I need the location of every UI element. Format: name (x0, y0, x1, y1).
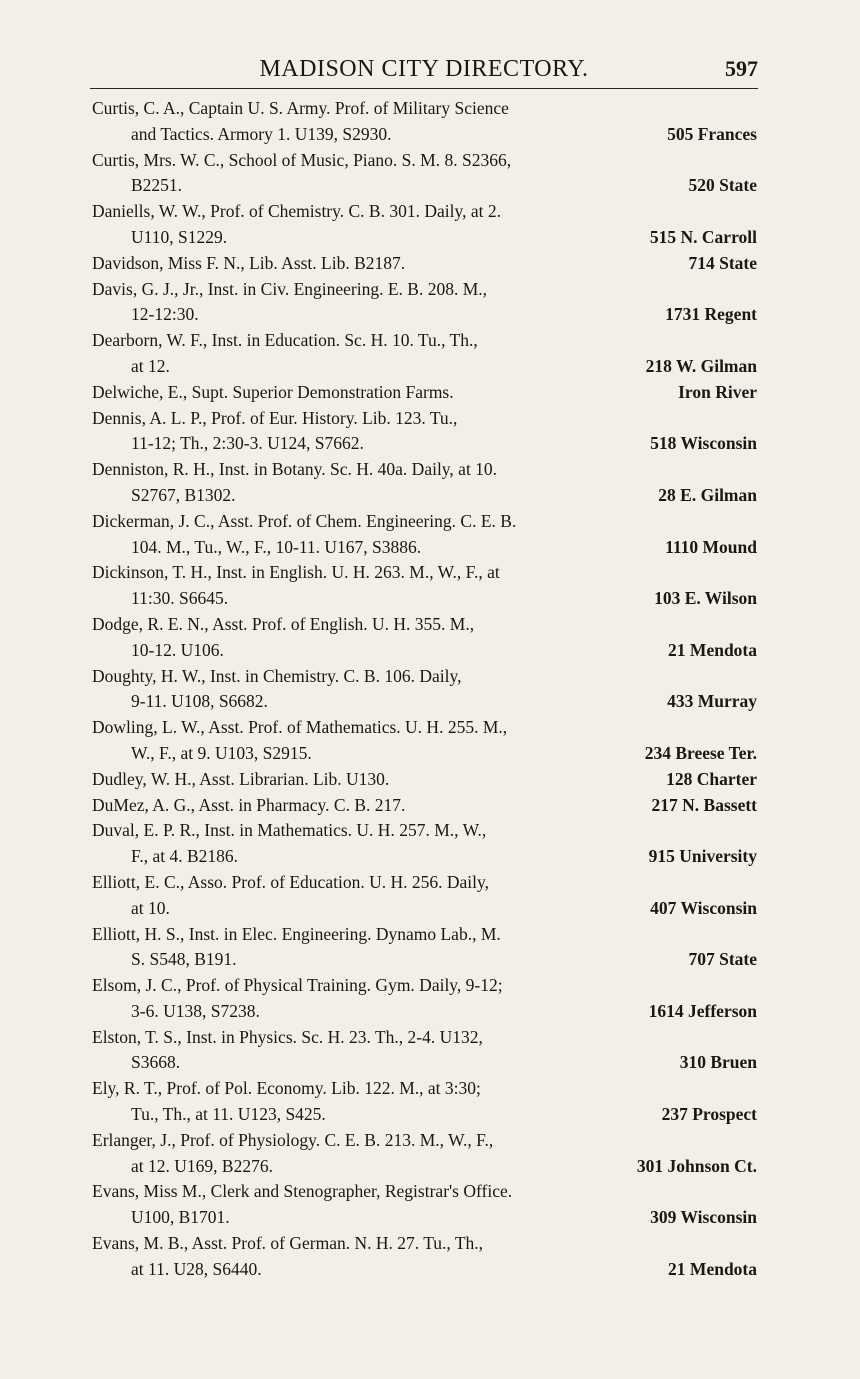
entry-line (0, 664, 860, 690)
entry-address: 915 University (648, 846, 757, 867)
entry-continuation-line (0, 1102, 860, 1128)
entry-line (0, 380, 860, 406)
entry-text: Tu., Th., at 11. U123, S425. (131, 1104, 326, 1125)
entry-text: U110, S1229. (131, 226, 228, 247)
entry-text: W., F., at 9. U103, S2915. (131, 742, 312, 763)
entry-text: 11-12; Th., 2:30-3. U124, S7662. (131, 433, 364, 454)
entry-continuation-line (0, 122, 860, 148)
entry-line (0, 818, 860, 844)
entry-continuation-line (0, 302, 860, 328)
entry-text: Dennis, A. L. P., Prof. of Eur. History. Lib. 123. Tu., (92, 407, 458, 428)
entry-text: Davidson, Miss F. N., Lib. Asst. Lib. B2187. (92, 252, 406, 273)
entry-text: 3-6. U138, S7238. (131, 1000, 260, 1021)
entry-continuation-line (0, 844, 860, 870)
entry-address: 1110 Mound (665, 536, 757, 557)
entry-continuation-line (0, 1205, 860, 1231)
entry-continuation-line (0, 1154, 860, 1180)
entry-address: 407 Wisconsin (650, 897, 757, 918)
entry-text: F., at 4. B2186. (131, 846, 239, 867)
entry-address: 234 Breese Ter. (644, 742, 757, 763)
entry-continuation-line (0, 999, 860, 1025)
entry-continuation-line (0, 741, 860, 767)
entry-address: 21 Mendota (668, 1258, 757, 1279)
entry-text: Davis, G. J., Jr., Inst. in Civ. Engineering. E. B. 208. M., (92, 278, 488, 299)
entry-text: Dudley, W. H., Asst. Librarian. Lib. U130. (92, 768, 390, 789)
entry-address: 707 State (688, 949, 757, 970)
entry-line (0, 1128, 860, 1154)
entry-address: 433 Murray (667, 691, 757, 712)
entry-text: U100, B1701. (131, 1207, 230, 1228)
entry-text: Elston, T. S., Inst. in Physics. Sc. H. 23. Th., 2-4. U132, (92, 1026, 483, 1047)
entry-text: 104. M., Tu., W., F., 10-11. U167, S3886. (131, 536, 422, 557)
entry-text: at 12. U169, B2276. (131, 1155, 273, 1176)
entry-text: Ely, R. T., Prof. of Pol. Economy. Lib. 122. M., at 3:30; (92, 1078, 481, 1099)
entry-address: 515 N. Carroll (649, 226, 757, 247)
entry-address: 301 Johnson Ct. (636, 1155, 757, 1176)
entry-line (0, 612, 860, 638)
entry-continuation-line (0, 1050, 860, 1076)
entry-text: Elsom, J. C., Prof. of Physical Training. Gym. Daily, 9-12; (92, 975, 503, 996)
entry-address: Iron River (678, 381, 757, 402)
entry-address: 237 Prospect (661, 1104, 757, 1125)
entry-address: 309 Wisconsin (650, 1207, 757, 1228)
entry-line (0, 509, 860, 535)
entry-line (0, 457, 860, 483)
entry-line (0, 1231, 860, 1257)
entry-continuation-line (0, 638, 860, 664)
page-title: MADISON CITY DIRECTORY. (259, 56, 589, 82)
entry-text: 11:30. S6645. (131, 588, 229, 609)
page-header (90, 56, 758, 86)
entry-address: 128 Charter (666, 768, 757, 789)
entry-text: and Tactics. Armory 1. U139, S2930. (131, 123, 392, 144)
entry-address: 28 E. Gilman (658, 484, 757, 505)
entry-address: 21 Mendota (668, 639, 757, 660)
entry-line (0, 277, 860, 303)
entry-text: Denniston, R. H., Inst. in Botany. Sc. H. 40a. Daily, at 10. (92, 459, 498, 480)
entry-address: 714 State (688, 252, 757, 273)
entry-address: 520 State (688, 175, 757, 196)
entry-text: Dearborn, W. F., Inst. in Education. Sc. H. 10. Tu., Th., (92, 330, 478, 351)
entry-line (0, 973, 860, 999)
entry-continuation-line (0, 689, 860, 715)
entry-text: at 12. (131, 355, 170, 376)
entry-continuation-line (0, 354, 860, 380)
entry-text: Curtis, Mrs. W. C., School of Music, Piano. S. M. 8. S2366, (92, 149, 512, 170)
entry-continuation-line (0, 431, 860, 457)
entry-text: Elliott, E. C., Asso. Prof. of Education. U. H. 256. Daily, (92, 871, 489, 892)
entry-continuation-line (0, 586, 860, 612)
entry-text: at 10. (131, 897, 170, 918)
entry-line (0, 96, 860, 122)
entry-text: 12-12:30. (131, 304, 199, 325)
entry-line (0, 767, 860, 793)
entry-text: Evans, Miss M., Clerk and Stenographer, Registrar's Office. (92, 1181, 513, 1202)
entry-continuation-line (0, 947, 860, 973)
entry-address: 217 N. Bassett (651, 794, 757, 815)
entry-line (0, 1076, 860, 1102)
entry-text: Doughty, H. W., Inst. in Chemistry. C. B. 106. Daily, (92, 665, 462, 686)
entry-text: Dickinson, T. H., Inst. in English. U. H. 263. M., W., F., at (92, 562, 500, 583)
entry-line (0, 148, 860, 174)
entry-text: 9-11. U108, S6682. (131, 691, 268, 712)
entry-address: 1731 Regent (665, 304, 757, 325)
entry-text: DuMez, A. G., Asst. in Pharmacy. C. B. 217. (92, 794, 406, 815)
entry-address: 310 Bruen (679, 1052, 757, 1073)
entry-text: Delwiche, E., Supt. Superior Demonstration Farms. (92, 381, 454, 402)
entry-text: S3668. (131, 1052, 181, 1073)
entry-line (0, 1179, 860, 1205)
entry-text: Elliott, H. S., Inst. in Elec. Engineering. Dynamo Lab., M. (92, 923, 501, 944)
entry-line (0, 793, 860, 819)
entry-text: Evans, M. B., Asst. Prof. of German. N. H. 27. Tu., Th., (92, 1233, 484, 1254)
entry-text: Dodge, R. E. N., Asst. Prof. of English. U. H. 355. M., (92, 613, 475, 634)
directory-entries (0, 96, 860, 1283)
entry-line (0, 406, 860, 432)
entry-text: Curtis, C. A., Captain U. S. Army. Prof. of Military Science (92, 98, 509, 118)
entry-address: 103 E. Wilson (654, 588, 757, 609)
entry-address: 218 W. Gilman (645, 355, 757, 376)
entry-line (0, 328, 860, 354)
entry-line (0, 251, 860, 277)
entry-text: S. S548, B191. (131, 949, 237, 970)
entry-continuation-line (0, 173, 860, 199)
entry-line (0, 1025, 860, 1051)
entry-text: Duval, E. P. R., Inst. in Mathematics. U. H. 257. M., W., (92, 820, 487, 841)
entry-continuation-line (0, 535, 860, 561)
entry-continuation-line (0, 896, 860, 922)
entry-continuation-line (0, 225, 860, 251)
page-number: 597 (725, 56, 758, 81)
entry-address: 1614 Jefferson (648, 1000, 757, 1021)
entry-address: 505 Frances (667, 123, 757, 144)
entry-line (0, 922, 860, 948)
entry-text: Dickerman, J. C., Asst. Prof. of Chem. Engineering. C. E. B. (92, 510, 517, 531)
entry-text: at 11. U28, S6440. (131, 1258, 262, 1279)
entry-line (0, 199, 860, 225)
entry-text: Dowling, L. W., Asst. Prof. of Mathematics. U. H. 255. M., (92, 717, 508, 738)
entry-line (0, 715, 860, 741)
entry-continuation-line (0, 1257, 860, 1283)
header-rule (90, 88, 758, 89)
entry-address: 518 Wisconsin (650, 433, 757, 454)
entry-text: 10-12. U106. (131, 639, 224, 660)
entry-text: Daniells, W. W., Prof. of Chemistry. C. B. 301. Daily, at 2. (92, 201, 501, 222)
entry-text: S2767, B1302. (131, 484, 236, 505)
entry-line (0, 870, 860, 896)
entry-continuation-line (0, 483, 860, 509)
entry-text: Erlanger, J., Prof. of Physiology. C. E. B. 213. M., W., F., (92, 1129, 494, 1150)
entry-line (0, 560, 860, 586)
entry-text: B2251. (131, 175, 183, 196)
